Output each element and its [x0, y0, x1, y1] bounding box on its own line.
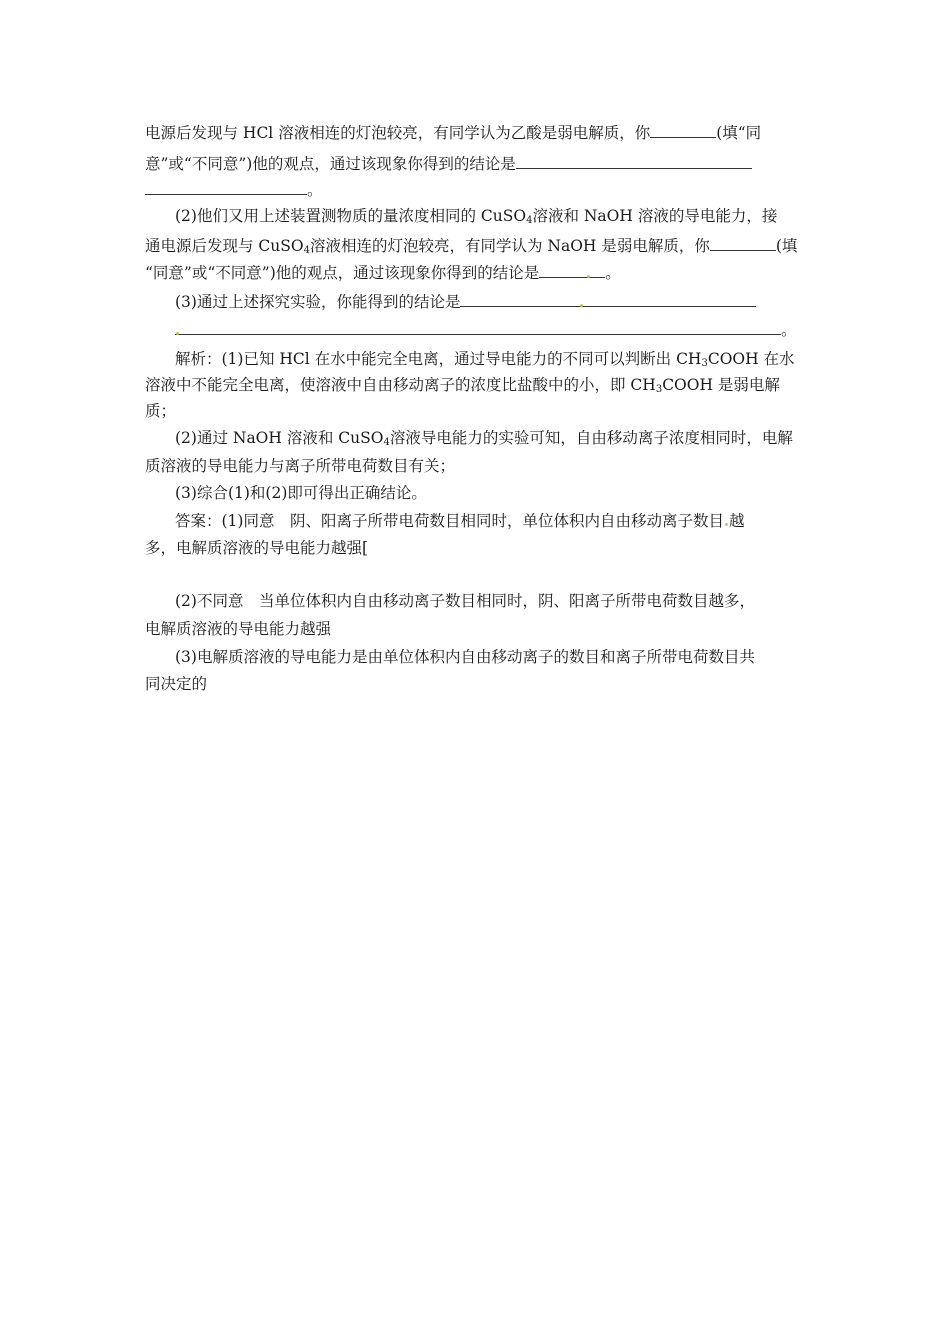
speck-mark — [176, 332, 179, 335]
analysis-text-6: (3)综合(1)和(2)即可得出正确结论。 — [175, 484, 427, 502]
analysis-line-4 — [175, 428, 810, 453]
analysis-line-1 — [175, 349, 810, 374]
q2-end: 。 — [605, 264, 621, 282]
answer-line-3 — [175, 591, 810, 611]
q1-line-1 — [145, 123, 810, 143]
analysis-line-2 — [145, 375, 810, 400]
q2-text-2b: 溶液相连的灯泡较亮，有同学认为 NaOH 是弱电解质，你 — [309, 237, 710, 255]
analysis-text-1b: COOH 在水 — [707, 350, 795, 368]
subscript: 3 — [655, 384, 663, 395]
answer-blank[interactable] — [516, 154, 752, 169]
answer-text-1-end: 越 — [728, 512, 745, 530]
speck-mark — [587, 275, 590, 278]
answer-line-2 — [145, 538, 810, 558]
q2-line-3 — [145, 263, 810, 283]
q1-line-2 — [145, 154, 810, 174]
q1-text-1a: 电源后发现与 HCl 溶液相连的灯泡较亮，有同学认为乙酸是弱电解质，你 — [145, 124, 651, 142]
analysis-line-6 — [175, 483, 810, 503]
q3-line-2 — [175, 320, 810, 340]
analysis-text-4a: (2)通过 NaOH 溶液和 CuSO — [175, 429, 384, 447]
subscript: 4 — [383, 437, 390, 448]
q2-text-1a: (2)他们又用上述装置测物质的量浓度相同的 CuSO — [175, 207, 527, 225]
analysis-text-2a: 溶液中不能完全电离，使溶液中自由移动离子的浓度比盐酸中的小，即 CH — [145, 376, 656, 394]
q1-line-3 — [145, 180, 810, 200]
analysis-text-2b: COOH 是弱电解 — [662, 376, 780, 394]
q2-text-2c: (填 — [775, 237, 798, 255]
q1-text-1b: (填“同 — [716, 124, 762, 142]
answer-line-5 — [175, 647, 810, 667]
answer-blank[interactable] — [460, 292, 756, 307]
subscript: 4 — [303, 245, 310, 256]
q2-text-3a: “同意”或“不同意”)他的观点，通过该现象你得到的结论是 — [145, 264, 540, 282]
answer-line-6 — [145, 674, 810, 694]
q2-line-1 — [175, 206, 810, 231]
answer-blank[interactable] — [145, 180, 307, 195]
answer-blank[interactable] — [710, 236, 776, 251]
q2-text-1b: 溶液和 NaOH 溶液的导电能力，接 — [532, 207, 778, 225]
analysis-text-1a: 解析：(1)已知 HCl 在水中能完全电离，通过导电能力的不同可以判断出 CH — [175, 350, 702, 368]
q3-line-1 — [175, 292, 810, 312]
answer-text-4: 电解质溶液的导电能力越强 — [145, 620, 332, 638]
answer-text-3: (2)不同意 当单位体积内自由移动离子数目相同时，阴、阳离子所带电荷数目越多， — [175, 592, 755, 610]
analysis-text-3: 质； — [145, 402, 177, 420]
q3-text-1a: (3)通过上述探究实验，你能得到的结论是 — [175, 293, 461, 311]
subscript: 4 — [526, 215, 533, 226]
q2-text-2a: 通电源后发现与 CuSO — [145, 237, 304, 255]
speck-mark — [725, 523, 728, 526]
answer-blank[interactable] — [539, 263, 605, 278]
answer-line-1 — [175, 511, 810, 531]
answer-text-6: 同决定的 — [145, 675, 208, 693]
subscript: 3 — [701, 358, 708, 369]
analysis-line-3 — [145, 401, 810, 421]
analysis-line-5 — [145, 456, 810, 476]
answer-text-5: (3)电解质溶液的导电能力是由单位体积内自由移动离子的数目和离子所带电荷数目共 — [175, 648, 755, 666]
q1-end: 。 — [307, 181, 323, 199]
q3-end: 。 — [781, 321, 797, 339]
answer-text-1: 答案：(1)同意 阴、阳离子所带电荷数目相同时，单位体积内自由移动离子数目 — [175, 512, 724, 530]
analysis-text-5: 质溶液的导电能力与离子所带电荷数目有关； — [145, 457, 456, 475]
q1-text-2a: 意”或“不同意”)他的观点，通过该现象你得到的结论是 — [145, 155, 516, 173]
answer-text-2: 多，电解质溶液的导电能力越强[ — [145, 539, 369, 557]
analysis-text-4b: 溶液导电能力的实验可知，自由移动离子浓度相同时，电解 — [389, 429, 793, 447]
answer-blank[interactable] — [175, 320, 781, 335]
answer-blank[interactable] — [650, 123, 716, 138]
answer-line-4 — [145, 619, 810, 639]
speck-mark — [580, 304, 583, 307]
q2-line-2 — [145, 236, 810, 261]
